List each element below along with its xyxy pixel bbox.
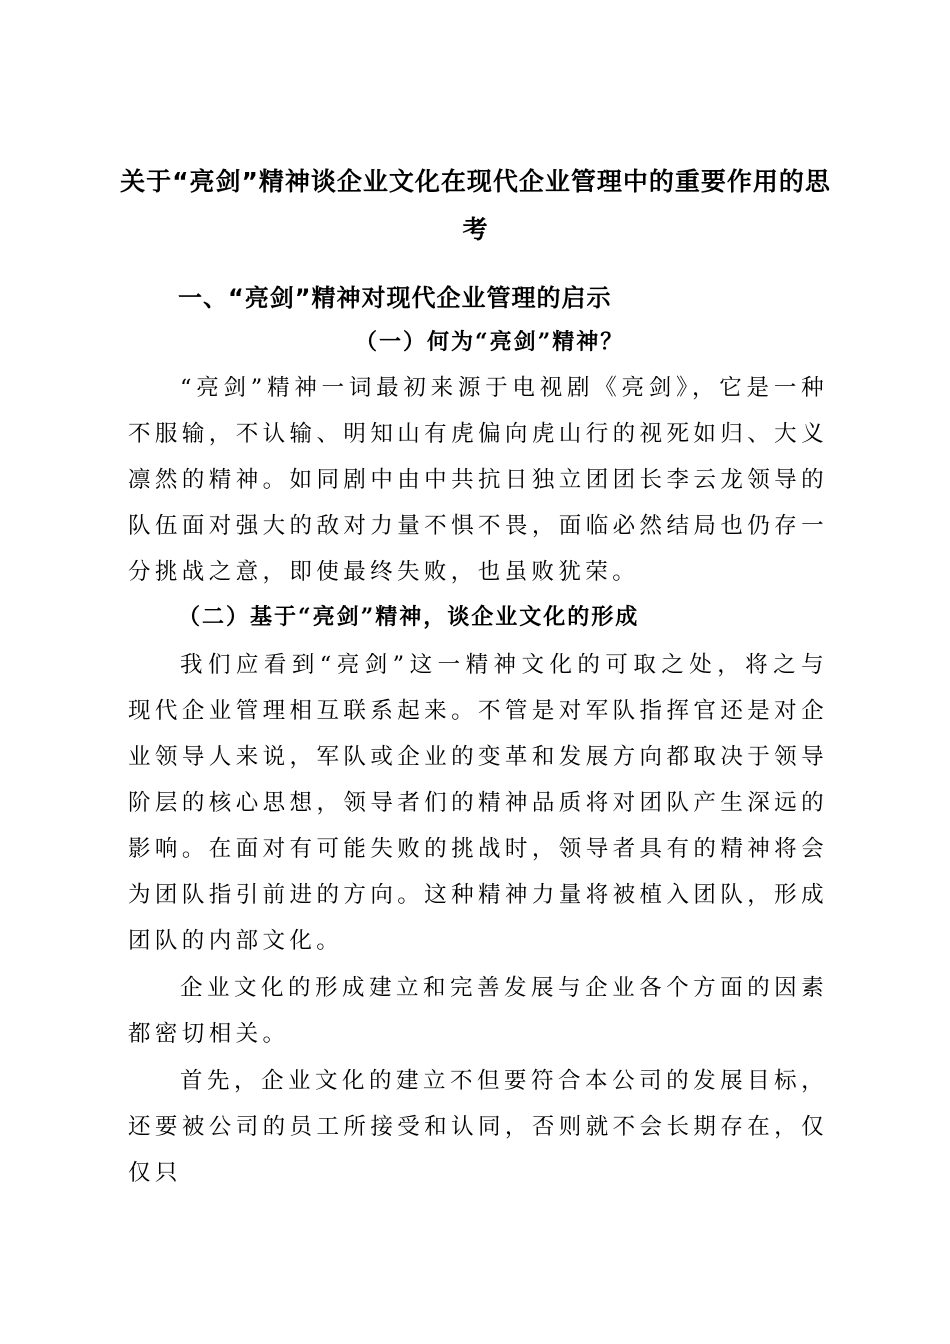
document-title: 关于“亮剑”精神谈企业文化在现代企业管理中的重要作用的思考 (120, 167, 831, 244)
subsection-2-heading: （二）基于“亮剑”精神，谈企业文化的形成 (178, 604, 640, 630)
subsection-2-paragraph-2: 企业文化的形成建立和完善发展与企业各个方面的因素都密切相关。 (128, 975, 828, 1047)
section-1-heading: 一、“亮剑”精神对现代企业管理的启示 (178, 284, 612, 312)
subsection-2-paragraph-1: 我们应看到“亮剑”这一精神文化的可取之处，将之与现代企业管理相互联系起来。不管是对军队指挥官还是对企业领导人来说，军队或企业的变革和发展方向都取决于领导阶层的核心思想，领导者们的精神品质将对团队产生深远的影响。在面对有可能失败的挑战时，领导者具有的精神将会为团队指引前进的方向。这种精神力量将被植入团队，形成团队的内部文化。 (128, 652, 828, 954)
subsection-1-paragraph: “亮剑”精神一词最初来源于电视剧《亮剑》，它是一种不服输，不认输、明知山有虎偏向虎山行的视死如归、大义凛然的精神。如同剧中由中共抗日独立团团长李云龙领导的队伍面对强大的敌对力量不惧不畏，面临必然结局也仍存一分挑战之意，即使最终失败，也虽败犹荣。 (128, 375, 828, 585)
subsection-2-paragraph-3: 首先，企业文化的建立不但要符合本公司的发展目标，还要被公司的员工所接受和认同，否则就不会长期存在，仅仅只 (128, 1068, 828, 1186)
subsection-1-heading: （一）何为“亮剑”精神？ (355, 329, 625, 355)
